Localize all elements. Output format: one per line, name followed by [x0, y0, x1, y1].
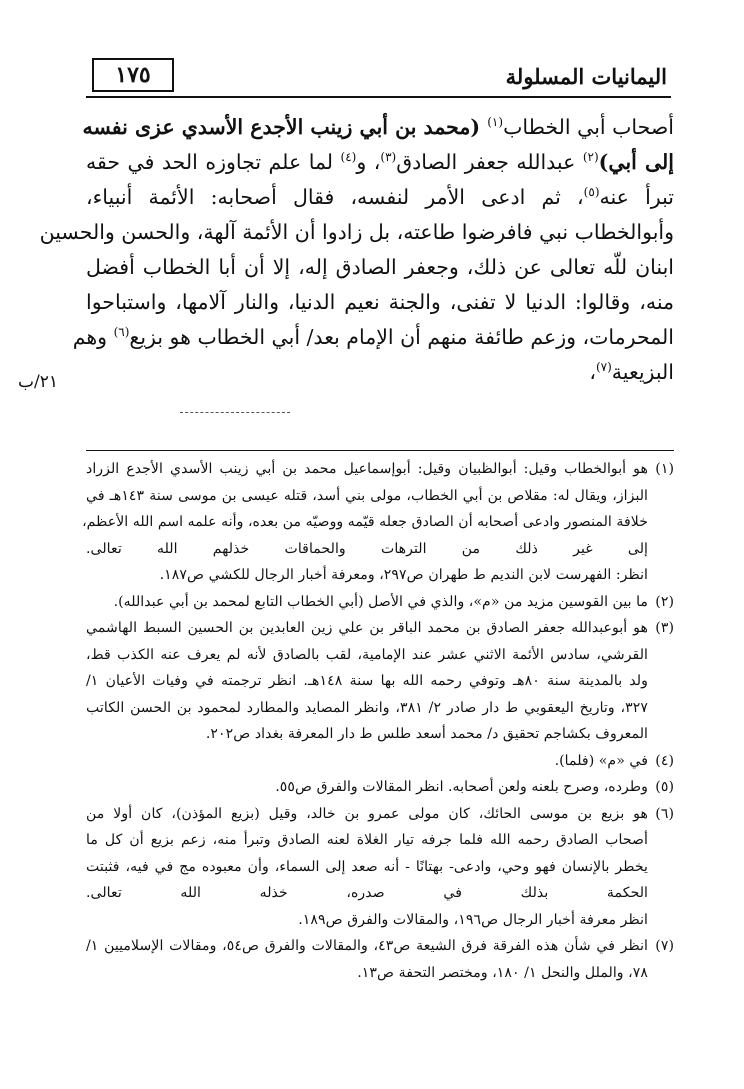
- footnote-6: [86, 801, 674, 934]
- footnote-number: (٥): [655, 779, 674, 795]
- footnote-line: هو أبوالخطاب وقيل: أبوالظبيان وقيل: أبوإسماعيل محمد بن أبي زينب الأسدي الأجدع الزراد: [86, 461, 648, 477]
- footnote-1: [82, 456, 674, 589]
- footnote-line: إلى غير ذلك من الترهات والحماقات خذلهم الله تعالى.: [86, 540, 648, 557]
- footnote-separator: [86, 450, 674, 451]
- text-end-dashes: [180, 412, 290, 413]
- footnote-line: هو بزيع بن موسى الحائك، كان مولى عمرو بن خالد، وقيل (بزيع المؤذن)، كان أولا من: [86, 805, 648, 822]
- footnote-line: ما بين القوسين مزيد من «م»، والذي في الأصل (أبي الخطاب التابع لمحمد بن أبي عبدالله).: [113, 593, 648, 610]
- footnote-number: (٢): [655, 593, 674, 610]
- margin-folio-note: ٢١/ب: [18, 372, 58, 392]
- main-line-2: إلى أبي)$^{(٢)}$ عبدالله جعفر الصادق$^{(٣)}$، و$^{(٤)}$ لما علم تجاوزه الحد في حقه: [86, 150, 674, 174]
- footnote-number: (٣): [655, 620, 674, 636]
- footnote-ref-5: (٥): [583, 185, 600, 200]
- footnote-ref-6: (٦): [113, 325, 130, 340]
- footnote-ref-7: (٧): [595, 360, 612, 375]
- main-line-1: أصحاب أبي الخطاب$^{(١)}$ (محمد بن أبي زينب الأجدع الأسدي عزى نفسه: [82, 115, 674, 139]
- footnote-5: [86, 774, 674, 801]
- main-line-6: منه، وقالوا: الدنيا لا تفنى، والجنة نعيم الدنيا، والنار آلامها، واستباحوا: [86, 290, 674, 314]
- footnote-line: انظر في شأن هذه الفرقة فرق الشيعة ص٤٣، والمقالات والفرق ص٥٤، ومقالات الإسلاميين ١/: [86, 938, 648, 954]
- main-text: [39, 110, 674, 390]
- main-line-4: وأبوالخطاب نبي فافرضوا طاعته، بل زادوا أن الأئمة آلهة، والحسن والحسين: [39, 220, 674, 244]
- footnote-line: المعروف بكشاجم تحقيق د/ محمد أسعد طلس ط دار المعرفة بغداد ص٢٠٢.: [205, 726, 648, 742]
- footnote-2: [86, 589, 674, 616]
- footnote-line: ولد بالمدينة سنة ٨٠هـ وتوفي رحمه الله بها سنة ١٤٨هـ. انظر ترجمته في وفيات الأعيان ١/: [86, 673, 648, 689]
- page-number: ١٧٥: [115, 62, 151, 88]
- footnote-line: انظر معرفة أخبار الرجال ص١٩٦، والمقالات والفرق ص١٨٩.: [298, 911, 648, 928]
- footnote-ref-1: (١): [487, 115, 504, 130]
- footnote-line: خلافة المنصور وادعى أصحابه أن الصادق جعله قيّمه ووصيّه من بعده، وأنه علمه اسم الله الأعظم،: [82, 514, 648, 530]
- footnote-ref-4: (٤): [340, 150, 357, 165]
- footnote-line: البزاز، ويقال له: مقلاص بن أبي الخطاب، مولى بني أسد، قتله عيسى بن موسى سنة ١٤٣هـ في: [86, 487, 648, 504]
- running-title: اليمانيات المسلولة: [505, 64, 667, 89]
- page-header: [86, 58, 671, 98]
- footnote-line: الحكمة بذلك في صدره، خذله الله تعالى.: [86, 885, 648, 901]
- footnote-line: أصحاب الصادق رحمه الله فلما جرفه تيار الغلاة لعنه الصادق وتبرأ منه، زعم بزيع أن كل ما: [86, 832, 648, 848]
- footnote-number: (٤): [655, 752, 674, 769]
- footnote-line: القرشي، سادس الأئمة الاثني عشر عند الإمامية، لقب بالصادق لأنه لم يعرف عنه الكذب قط،: [86, 646, 648, 663]
- main-line-7: المحرمات، وزعم طائفة منهم أن الإمام بعد/ أبي الخطاب هو بزيع$^{(٦)}$ وهم: [72, 325, 674, 349]
- footnote-number: (٧): [655, 938, 674, 954]
- footnote-line: في «م» (فلما).: [554, 752, 648, 769]
- main-line-5: ابنان للّه تعالى عن ذلك، وجعفر الصادق إله، إلا أن أبا الخطاب أفضل: [86, 255, 674, 279]
- footnote-3: [86, 615, 674, 748]
- footnote-7: [86, 933, 674, 986]
- footnote-line: ٣٢٧، وتاريخ اليعقوبي ط دار صادر ٢/ ٣٨١، وانظر المصايد والمطارد لمحمود بن الحسن الكاتب: [86, 699, 648, 716]
- footnotes: [82, 456, 674, 986]
- footnote-number: (١): [655, 461, 674, 477]
- footnote-ref-3: (٣): [380, 150, 397, 165]
- main-line-8: البزيعية$^{(٧)}$،: [589, 360, 674, 384]
- footnote-line: يخطر بالإنسان فهو وحي، وادعى- بهتانًا - أنه صعد إلى السماء، وأن معبوده مج في فيه، فثبتت: [86, 858, 648, 875]
- page-number-box: [92, 58, 174, 92]
- footnote-ref-2: (٢): [582, 150, 599, 165]
- header-rule: [86, 96, 671, 98]
- footnote-4: [86, 748, 674, 775]
- footnote-line: ٧٨، والملل والنحل ١/ ١٨٠، ومختصر التحفة ص١٣.: [357, 964, 648, 981]
- footnote-number: (٦): [655, 805, 674, 822]
- footnote-line: وطرده، وصرح بلعنه ولعن أصحابه. انظر المقالات والفرق ص٥٥.: [275, 779, 648, 795]
- footnote-line: انظر: الفهرست لابن النديم ط طهران ص٢٩٧، ومعرفة أخبار الرجال للكشي ص١٨٧.: [159, 567, 648, 583]
- main-line-3: تبرأ عنه$^{(٥)}$، ثم ادعى الأمر لنفسه، فقال أصحابه: الأئمة أنبياء،: [86, 185, 674, 209]
- footnote-line: هو أبوعبدالله جعفر الصادق بن محمد الباقر بن علي زين العابدين بن الحسين السبط الهاشمي: [86, 620, 648, 636]
